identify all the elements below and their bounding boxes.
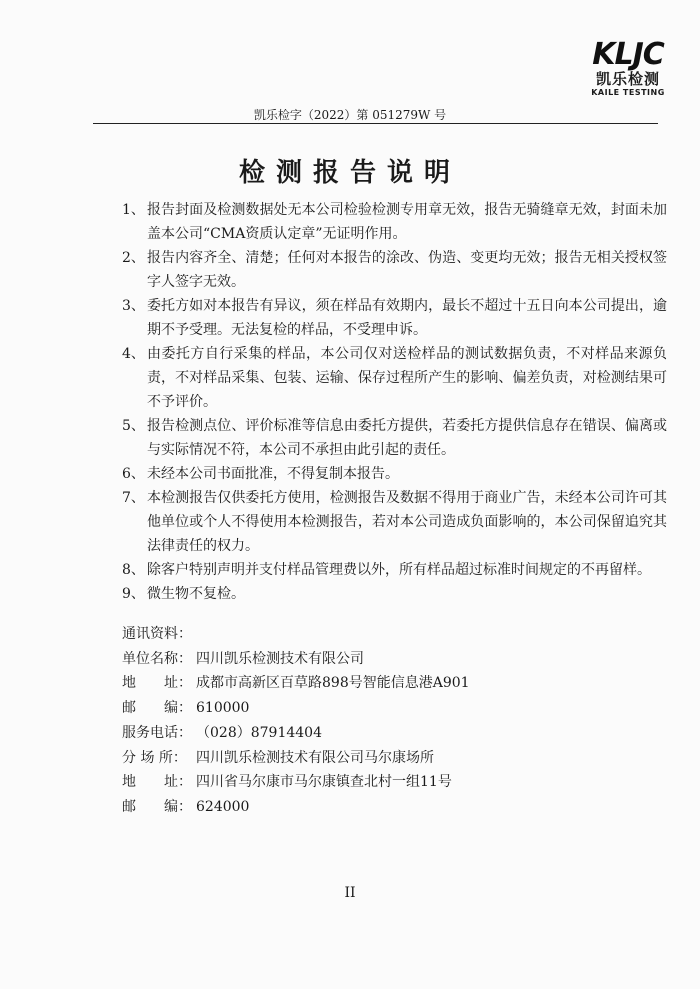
logo-mark: KLJC	[592, 37, 664, 72]
item-text: 本检测报告仅供委托方使用，检测报告及数据不得用于商业广告，未经本公司许可其他单位或个人不得使用本检测报告，若对本公司造成负面影响的，本公司保留追究其法律责任的权力。	[147, 490, 667, 554]
contact-row	[122, 721, 470, 746]
item-number: 8、	[122, 562, 145, 578]
contact-label: 地 址：	[122, 774, 192, 791]
contact-row	[122, 647, 470, 672]
header-divider	[93, 123, 658, 124]
list-item	[122, 246, 667, 294]
item-text: 报告内容齐全、清楚；任何对本报告的涂改、伪造、变更均无效；报告无相关授权签字人签字无效。	[147, 250, 667, 290]
contact-row	[122, 770, 470, 795]
notes-list	[122, 198, 667, 606]
item-text: 报告检测点位、评价标准等信息由委托方提供，若委托方提供信息存在错误、偏离或与实际情况不符，本公司不承担由此引起的责任。	[147, 418, 667, 458]
list-item	[122, 198, 667, 246]
contact-value: 610000	[196, 700, 250, 717]
list-item	[122, 462, 667, 486]
contact-value: 624000	[196, 798, 250, 815]
contact-row	[122, 795, 470, 820]
contact-label: 单位名称：	[122, 650, 192, 667]
contact-label: 邮 编：	[122, 700, 192, 717]
list-item	[122, 558, 667, 582]
item-number: 1、	[122, 202, 145, 218]
item-text: 微生物不复检。	[147, 586, 245, 602]
contact-label: 分 场 所：	[122, 749, 187, 766]
page-number: II	[344, 885, 356, 901]
contact-heading: 通讯资料：	[122, 626, 192, 642]
item-number: 4、	[122, 346, 145, 362]
contact-value: 四川凯乐检测技术有限公司马尔康场所	[196, 749, 434, 766]
list-item	[122, 414, 667, 462]
item-text: 报告封面及检测数据处无本公司检验检测专用章无效，报告无骑缝章无效，封面未加盖本公司“CMA资质认定章”无证明作用。	[147, 202, 667, 242]
item-number: 6、	[122, 466, 145, 482]
contact-label: 邮 编：	[122, 798, 192, 815]
report-number: 凯乐检字（2022）第 051279W 号	[253, 108, 447, 122]
item-text: 由委托方自行采集的样品，本公司仅对送检样品的测试数据负责，不对样品来源负责，不对样品采集、包装、运输、保存过程所产生的影响、偏差负责，对检测结果可不予评价。	[147, 346, 667, 410]
contact-row	[122, 746, 470, 771]
item-number: 5、	[122, 418, 145, 434]
item-number: 2、	[122, 250, 145, 266]
page-title: 检测报告说明	[238, 158, 461, 188]
contact-value: 四川省马尔康市马尔康镇查北村一组11号	[196, 774, 452, 791]
item-number: 3、	[122, 298, 145, 314]
list-item	[122, 582, 667, 606]
contact-value: （028）87914404	[196, 724, 322, 741]
contact-row	[122, 696, 470, 721]
list-item	[122, 486, 667, 558]
contact-label: 服务电话：	[122, 724, 192, 741]
item-number: 7、	[122, 490, 145, 506]
logo-english-name: KAILE TESTING	[591, 88, 665, 97]
item-text: 委托方如对本报告有异议，须在样品有效期内，最长不超过十五日向本公司提出，逾期不予受理。无法复检的样品，不受理申诉。	[147, 298, 667, 338]
item-text: 未经本公司书面批准，不得复制本报告。	[147, 466, 399, 482]
list-item	[122, 294, 667, 342]
contact-row	[122, 671, 470, 696]
list-item	[122, 342, 667, 414]
contact-value: 成都市高新区百草路898号智能信息港A901	[196, 675, 470, 692]
item-number: 9、	[122, 586, 145, 602]
contact-value: 四川凯乐检测技术有限公司	[196, 650, 364, 667]
contact-info	[122, 622, 470, 820]
contact-label: 地 址：	[122, 675, 192, 692]
logo-chinese-name: 凯乐检测	[595, 70, 660, 88]
item-text: 除客户特别声明并支付样品管理费以外，所有样品超过标准时间规定的不再留样。	[147, 562, 651, 578]
company-logo	[588, 37, 668, 98]
